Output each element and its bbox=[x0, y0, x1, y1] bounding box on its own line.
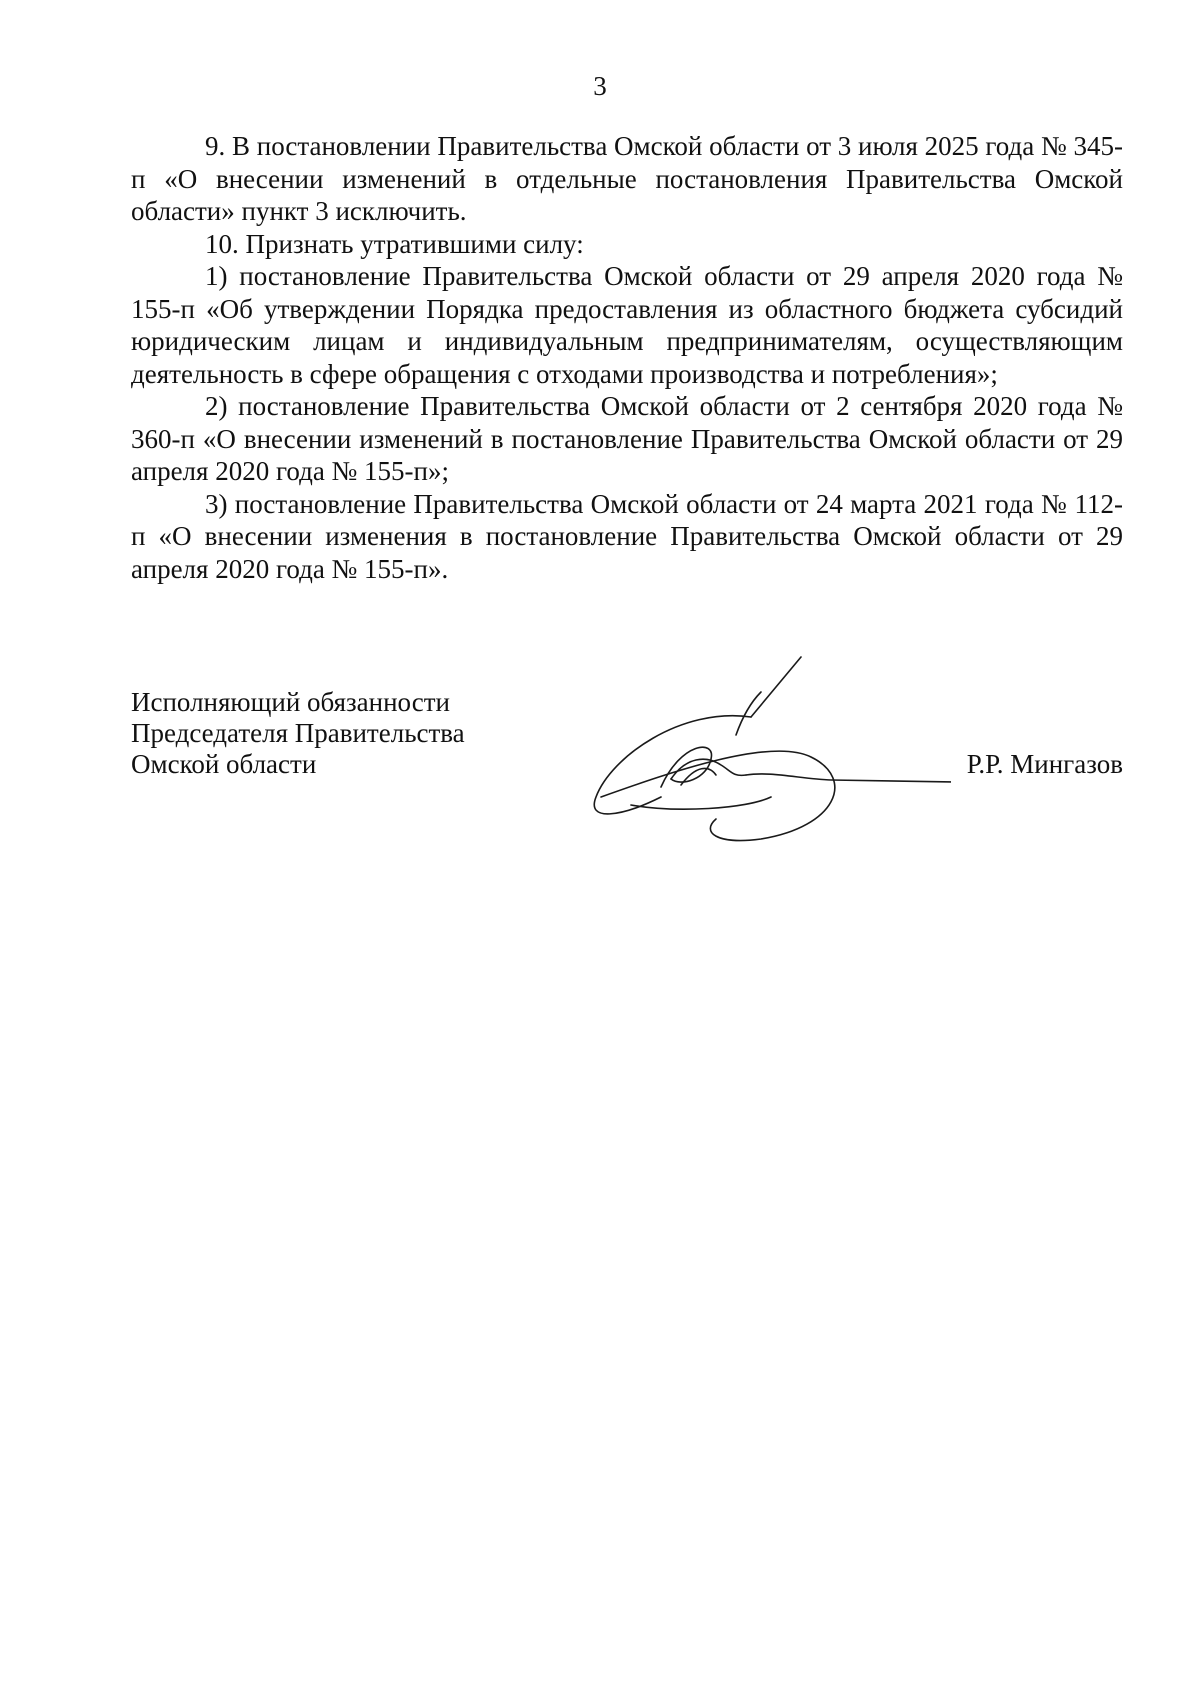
subitem-3: 3) постановление Правительства Омской области от 24 марта 2021 года № 112-п «О внесении изменения в постановление Правительства Омской области от 29 апреля 2020 года № 155-п». bbox=[131, 488, 1123, 584]
subitem-2: 2) постановление Правительства Омской области от 2 сентября 2020 года № 360-п «О внесении изменений в постановление Правительства Омской области от 29 апреля 2020 года № 155-п»; bbox=[131, 391, 1123, 486]
paragraph-item-9: 9. В постановлении Правительства Омской области от 3 июля 2025 года № 345-п «О внесении изменений в отдельные постановления Правительства Омской области» пункт 3 исключить. bbox=[131, 131, 1123, 226]
signatory-position bbox=[131, 687, 465, 780]
paragraph-item-10: 10. Признать утратившими силу: bbox=[205, 228, 584, 259]
signatory-position-line: Исполняющий обязанности bbox=[131, 687, 450, 717]
subitem-1: 1) постановление Правительства Омской области от 29 апреля 2020 года № 155-п «Об утверждении Порядка предоставления из областного бюджета субсидий юридическим лицам и индивидуальным предпринимателям, осуществляющим деятельность в сфере обращения с отходами производства и потребления»; bbox=[131, 261, 1123, 389]
page-number: 3 bbox=[593, 71, 607, 101]
document-body bbox=[131, 130, 1123, 585]
handwritten-signature bbox=[511, 647, 951, 847]
signatory-name: Р.Р. Мингазов bbox=[966, 749, 1123, 779]
signatory-position-line: Председателя Правительства bbox=[131, 718, 465, 748]
signature-block bbox=[131, 687, 1123, 847]
signatory-position-line: Омской области bbox=[131, 749, 317, 779]
